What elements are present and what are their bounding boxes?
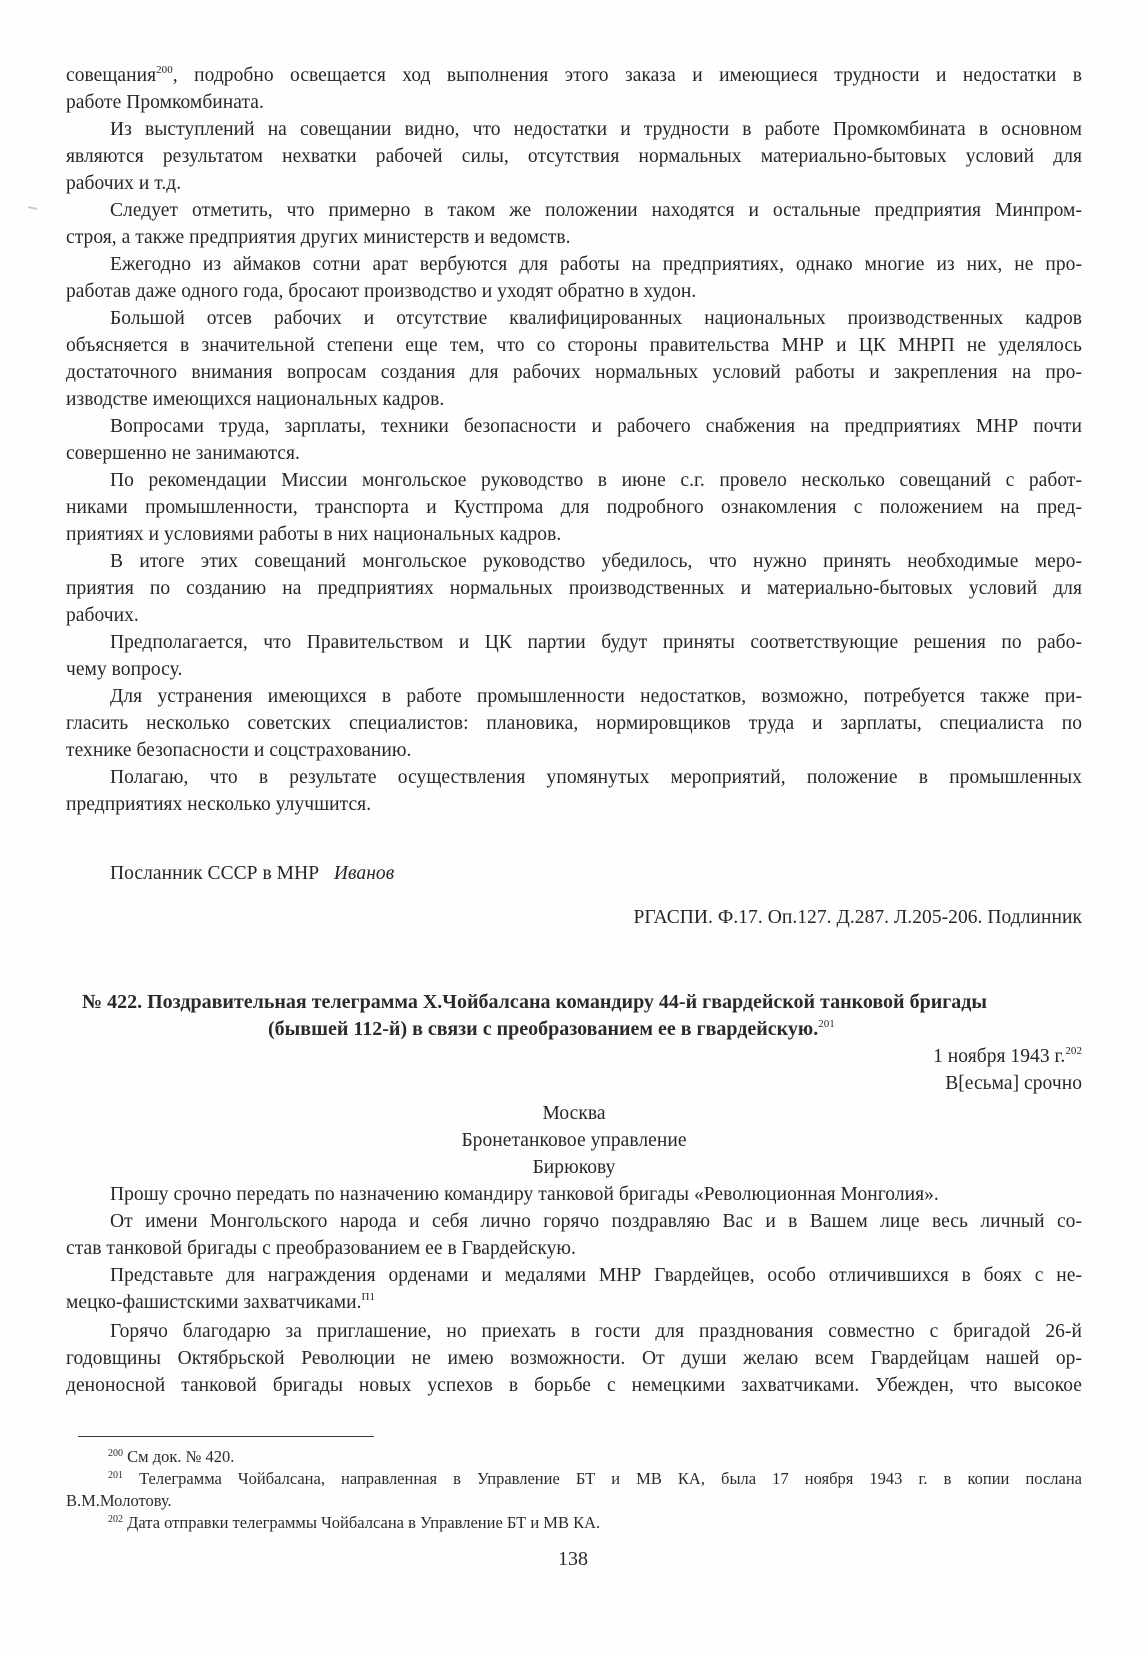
footnote-200: $^{200}$ См док. № 420. [108,1447,235,1466]
urgency-mark: В[есьма] срочно [945,1073,1082,1094]
footnote-ref-201[interactable]: 201 [818,1018,835,1030]
body-line: От имени Монгольского народа и себя лично горячо поздравляю Вас и в Вашем лице весь личный со- [110,1211,1082,1232]
body-line: Из выступлений на совещании видно, что недостатки и трудности в работе Промкомбината в основном [110,119,1082,140]
body-line: Предполагается, что Правительством и ЦК партии будут приняты соответствующие решения по рабо- [110,632,1082,653]
editorial-note-ref[interactable]: П1 [361,1291,376,1303]
body-line: строя, а также предприятия других министерств и ведомств. [66,227,571,248]
body-line: работав даже одного года, бросают производство и уходят обратно в худон. [66,281,697,302]
footnote-201: $^{201}$ Телеграмма Чойбалсана, направленная в Управление БТ и МВ КА, была 17 ноября 1943 г. в копии послана [108,1469,1082,1488]
body-line: работе Промкомбината. [66,92,264,113]
body-line: Следует отметить, что примерно в таком же положении находятся и остальные предприятия Минпром- [110,200,1082,221]
body-line: совещания$^{200}$, подробно освещается ход выполнения этого заказа и имеющиеся трудности и недостатки в [66,64,1082,86]
body-line: гласить несколько советских специалистов: плановика, нормировщиков труда и зарплаты, специалиста по [66,713,1082,734]
page-number: 138 [558,1548,588,1570]
body-line: став танковой бригады с преобразованием ее в Гвардейскую. [66,1238,576,1259]
body-line: никами промышленности, транспорта и Кустпрома для подробного ознакомления с положением на пред- [66,497,1082,518]
body-line: Полагаю, что в результате осуществления упомянутых мероприятий, положение в промышленных [110,767,1082,788]
address-recipient: Бирюкову [532,1157,616,1178]
document-date: 1 ноября 1943 г.$^{202}$ [933,1045,1082,1067]
body-line: рабочих. [66,605,139,626]
address-city: Москва [542,1103,606,1124]
body-line: рабочих и т.д. [66,173,182,194]
footnote-ref-200[interactable]: 200 [156,64,173,76]
body-line: По рекомендации Миссии монгольское руководство в июне с.г. провело несколько совещаний с работ- [110,470,1082,491]
body-line: достаточного внимания вопросам создания для рабочих нормальных условий работы и закрепления на про- [66,362,1082,383]
body-line: Ежегодно из аймаков сотни арат вербуются для работы на предприятиях, однако многие из них, не про- [110,254,1082,275]
body-line: приятиях и условиями работы в них национальных кадров. [66,524,562,545]
archive-reference: РГАСПИ. Ф.17. Оп.127. Д.287. Л.205-206. Подлинник [633,907,1082,928]
body-line: годовщины Октябрьской Революции не имею возможности. От души желаю всем Гвардейцам нашей ор- [66,1348,1082,1369]
scan-artifact [28,206,37,210]
body-line: приятия по созданию на предприятиях нормальных производственных и материально-бытовых условий для [66,578,1082,599]
body-line: предприятиях несколько улучшится. [66,794,372,815]
footnote-ref-202[interactable]: 202 [1065,1045,1082,1057]
body-line: Большой отсев рабочих и отсутствие квалифицированных национальных производственных кадров [110,308,1082,329]
signature-name: Иванов [333,863,395,884]
body-line: технике безопасности и соцстрахованию. [66,740,412,761]
body-line: совершенно не занимаются. [66,443,300,464]
footnote-202: $^{202}$ Дата отправки телеграммы Чойбалсана в Управление БТ и МВ КА. [108,1513,601,1532]
body-line: Горячо благодарю за приглашение, но приехать в гости для празднования совместно с бригадой 26-й [110,1321,1082,1342]
body-line: Прошу срочно передать по назначению командиру танковой бригады «Революционная Монголия». [110,1184,939,1205]
footnote-201-cont: В.М.Молотову. [66,1491,172,1510]
body-line: изводстве имеющихся национальных кадров. [66,389,445,410]
body-line: В итоге этих совещаний монгольское руководство убедилось, что нужно принять необходимые меро- [110,551,1082,572]
body-line: деноносной танковой бригады новых успехов в борьбе с немецкими захватчиками. Убежден, что высокое [66,1375,1082,1396]
body-line: объясняется в значительной степени еще тем, что со стороны правительства МНР и ЦК МНРП не уделялось [66,335,1082,356]
signature-title: Посланник СССР в МНР [110,863,320,884]
body-line: Для устранения имеющихся в работе промышленности недостатков, возможно, потребуется также при- [110,686,1082,707]
body-line: чему вопросу. [66,659,183,680]
document-heading-line2: (бывшей 112-й) в связи с преобразованием ее в гвардейскую.$^{201}$ [268,1018,835,1040]
signature [110,860,1082,887]
footnote-separator [78,1436,374,1437]
body-line: являются результатом нехватки рабочей силы, отсутствия нормальных материально-бытовых условий для [66,146,1082,167]
address-department: Бронетанковое управление [461,1130,687,1151]
document-heading: № 422. Поздравительная телеграмма Х.Чойбалсана командиру 44-й гвардейской танковой бригады [82,991,988,1013]
body-line: Представьте для награждения орденами и медалями МНР Гвардейцев, особо отличившихся в боях с не- [110,1265,1082,1286]
body-line: Вопросами труда, зарплаты, техники безопасности и рабочего снабжения на предприятиях МНР почти [110,416,1082,437]
body-line: мецко-фашистскими захватчиками.$^{П1}$ [66,1291,376,1313]
